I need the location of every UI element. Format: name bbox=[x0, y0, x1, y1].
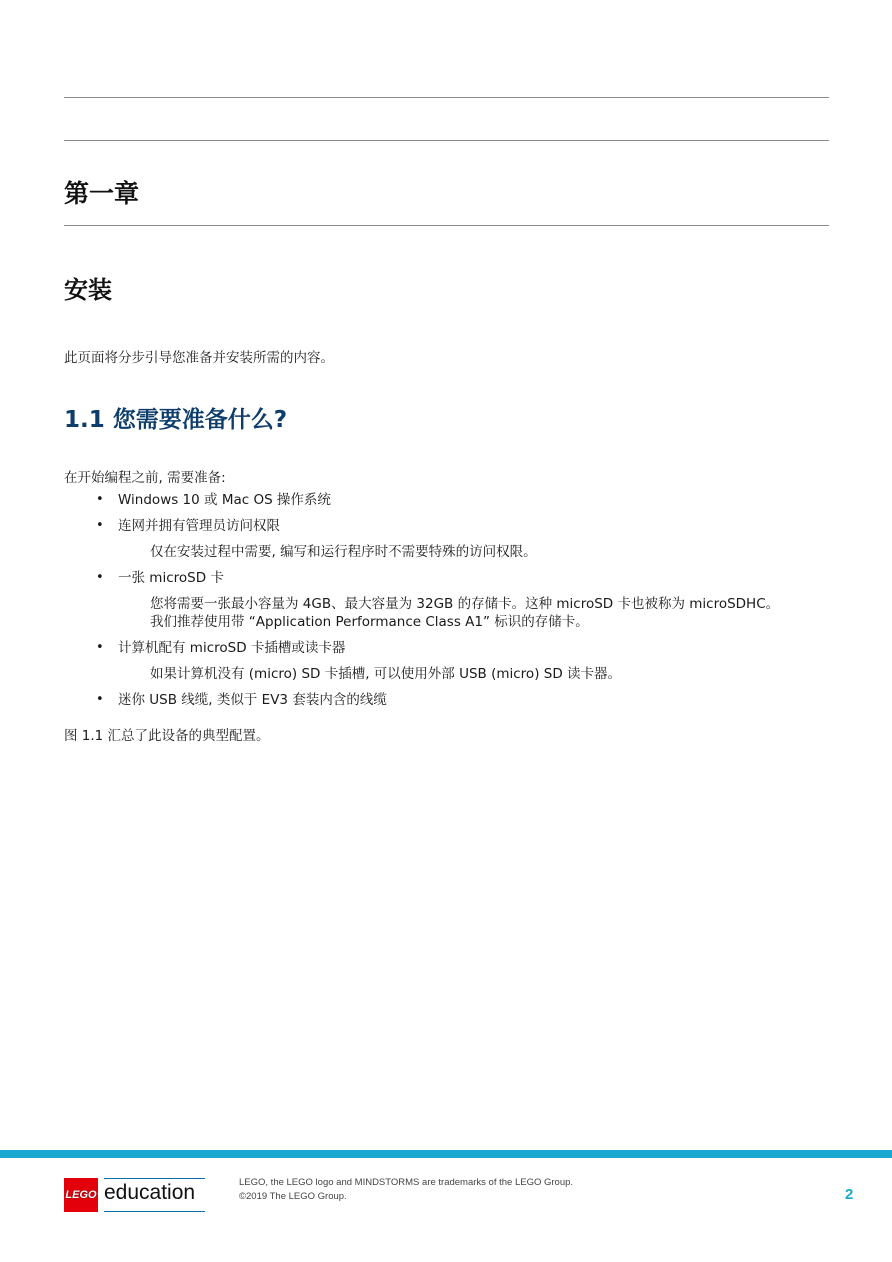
bullet-icon: • bbox=[96, 492, 104, 507]
bullet-icon: • bbox=[96, 640, 104, 655]
header-rule-middle bbox=[64, 140, 829, 141]
page-number: 2 bbox=[845, 1186, 854, 1203]
list-item-text: 计算机配有 microSD 卡插槽或读卡器 bbox=[118, 640, 346, 656]
subsection-title: 1.1 您需要准备什么? bbox=[64, 407, 288, 433]
footer-accent-bar bbox=[0, 1150, 892, 1158]
list-item bbox=[64, 517, 854, 561]
chapter-rule bbox=[64, 225, 829, 226]
requirements-list bbox=[64, 491, 854, 717]
list-item-note-line: 我们推荐使用带 “Application Performance Class A1” 标识的存储卡。 bbox=[150, 614, 589, 630]
lego-logo bbox=[64, 1178, 98, 1212]
bullet-icon: • bbox=[96, 692, 104, 707]
requirements-lead: 在开始编程之前, 需要准备: bbox=[64, 470, 226, 486]
legal-line: LEGO, the LEGO logo and MINDSTORMS are trademarks of the LEGO Group. bbox=[239, 1177, 574, 1188]
list-item-text: 连网并拥有管理员访问权限 bbox=[118, 518, 280, 534]
section-title: 安装 bbox=[64, 276, 112, 304]
legal-notice bbox=[239, 1176, 573, 1204]
lego-logo-text: LEGO bbox=[65, 1189, 97, 1201]
header-rule-top bbox=[64, 97, 829, 98]
list-item bbox=[64, 491, 854, 509]
legal-line: ©2019 The LEGO Group. bbox=[239, 1191, 347, 1202]
list-item-text: Windows 10 或 Mac OS 操作系统 bbox=[118, 492, 331, 508]
chapter-label: 第一章 bbox=[64, 179, 140, 208]
figure-reference: 图 1.1 汇总了此设备的典型配置。 bbox=[64, 728, 270, 744]
list-item-note bbox=[150, 595, 854, 631]
list-item-text: 一张 microSD 卡 bbox=[118, 570, 224, 586]
list-item bbox=[64, 639, 854, 683]
list-item-note: 仅在安装过程中需要, 编写和运行程序时不需要特殊的访问权限。 bbox=[150, 544, 537, 560]
education-wordmark bbox=[104, 1178, 205, 1212]
bullet-icon: • bbox=[96, 518, 104, 533]
list-item bbox=[64, 691, 854, 709]
intro-paragraph: 此页面将分步引导您准备并安装所需的内容。 bbox=[64, 350, 334, 366]
education-wordmark-text: education bbox=[104, 1181, 196, 1204]
list-item-note-line: 您将需要一张最小容量为 4GB、最大容量为 32GB 的存储卡。这种 microSD 卡也被称为 microSDHC。 bbox=[150, 596, 780, 612]
bullet-icon: • bbox=[96, 570, 104, 585]
list-item bbox=[64, 569, 854, 631]
list-item-text: 迷你 USB 线缆, 类似于 EV3 套装内含的线缆 bbox=[118, 692, 387, 708]
list-item-note: 如果计算机没有 (micro) SD 卡插槽, 可以使用外部 USB (micro) SD 读卡器。 bbox=[150, 666, 622, 682]
